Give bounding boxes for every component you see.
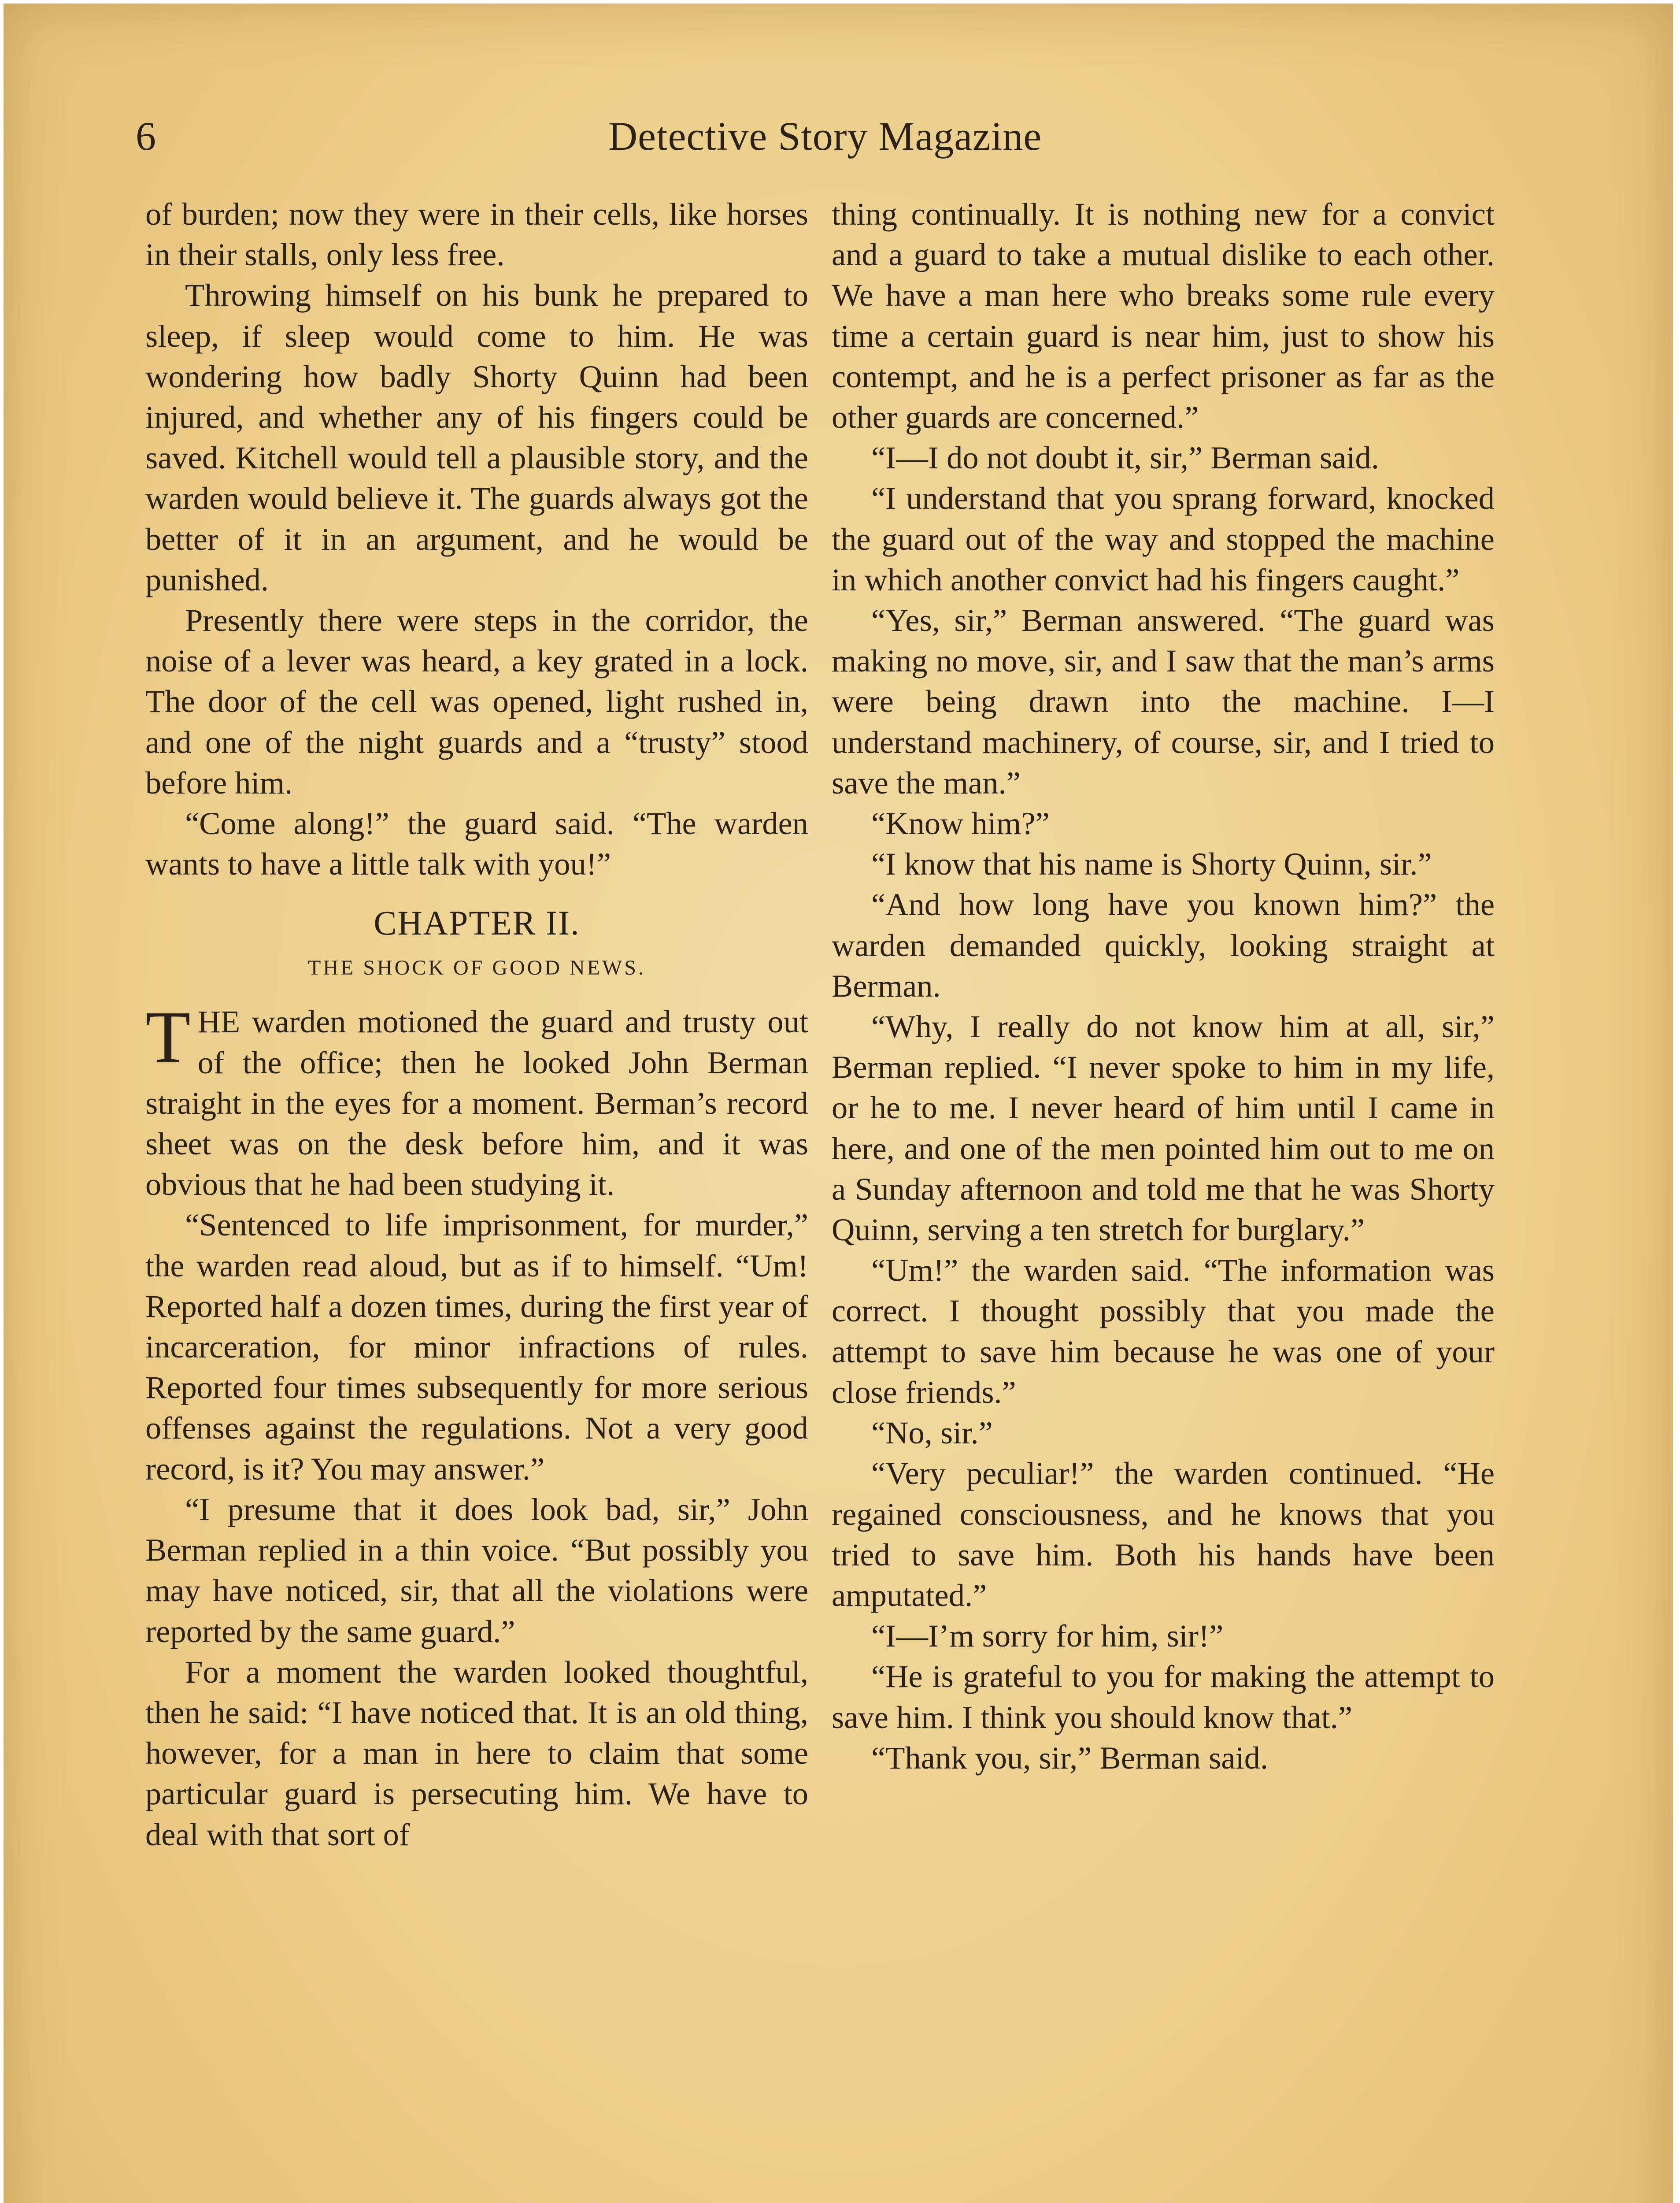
paragraph: “I know that his name is Shorty Quinn, sir.”: [871, 846, 1432, 882]
paragraph: “I understand that you sprang forward, knocked the guard out of the way and stopped the machine in which another convict had his fingers caught.”: [832, 480, 1495, 597]
paragraph: “I—I’m sorry for him, sir!”: [871, 1618, 1224, 1654]
chapter-subtitle: THE SHOCK OF GOOD NEWS.: [307, 956, 646, 980]
paragraph: “Very peculiar!” the warden continued. “He regained consciousness, and he knows that you tried to save him. Both his hands have been amputated.”: [832, 1455, 1495, 1613]
paragraph: “He is grateful to you for making the attempt to save him. I think you should know that.”: [832, 1658, 1495, 1735]
paragraph: For a moment the warden looked thoughtful, then he said: “I have noticed that. It is an old thing, however, for a man in here to claim that some particular guard is persecuting him. We have to deal with that sort of: [145, 1654, 808, 1852]
paragraph: “And how long have you known him?” the warden demanded quickly, looking straight at Berman.: [832, 886, 1495, 1004]
paragraph: “Thank you, sir,” Berman said.: [871, 1739, 1269, 1776]
paragraph-text: HE warden motioned the guard and trusty out of the office; then he looked John Berman straight in the eyes for a moment. Berman’s record sheet was on the desk before him, and it was obvious that he had been studying it.: [145, 1004, 808, 1202]
left-column: [145, 194, 808, 1855]
paragraph: “No, sir.”: [871, 1415, 993, 1451]
magazine-title: Detective Story Magazine: [608, 114, 1042, 159]
paragraph: “I—I do not doubt it, sir,” Berman said.: [871, 440, 1379, 476]
paragraph: “Why, I really do not know him at all, sir,” Berman replied. “I never spoke to him in my life, or he to me. I never heard of him until I came in here, and one of the men pointed him out to me on a Sunday afternoon and told me that he was Shorty Quinn, serving a ten stretch for burglary.”: [832, 1009, 1495, 1248]
running-head: [136, 108, 1514, 165]
paragraph: Presently there were steps in the corridor, the noise of a lever was heard, a key grated in a lock. The door of the cell was opened, light rushed in, and one of the night guards and a “trusty” stood before him.: [145, 602, 808, 801]
paragraph: of burden; now they were in their cells, like horses in their stalls, only less free.: [145, 196, 808, 273]
paragraph: “Yes, sir,” Berman answered. “The guard was making no move, sir, and I saw that the man’s arms were being drawn into the machine. I—I understand machinery, of course, sir, and I tried to save the man.”: [832, 602, 1495, 801]
paragraph: “Know him?”: [871, 805, 1050, 842]
right-column: [832, 194, 1495, 1778]
paragraph: thing continually. It is nothing new for a convict and a guard to take a mutual dislike to each other. We have a man here who breaks some rule every time a certain guard is near him, just to show his contempt, and he is a perfect prisoner as far as the other guards are concerned.”: [832, 196, 1495, 435]
paragraph: “Come along!” the guard said. “The warden wants to have a little talk with you!”: [145, 805, 808, 882]
page-number: 6: [136, 114, 156, 159]
paragraph: Throwing himself on his bunk he prepared to sleep, if sleep would come to him. He was wondering how badly Shorty Quinn had been injured, and whether any of his fingers could be saved. Kitchell would tell a plausible story, and the warden would believe it. The guards always got the better of it in an argument, and he would be punished.: [145, 277, 808, 597]
chapter-heading: CHAPTER II.: [374, 904, 580, 942]
magazine-page: [4, 4, 1673, 2203]
paragraph: “Sentenced to life imprisonment, for murder,” the warden read aloud, but as if to himself. “Um! Reported half a dozen times, during the first year of incarceration, for minor infractions of rules. Reported four times subsequently for more serious offenses against the regulations. Not a very good record, is it? You may answer.”: [145, 1207, 808, 1487]
drop-cap: T: [145, 996, 191, 1079]
chapter-opening-paragraph: [145, 996, 808, 1205]
paragraph: “I presume that it does look bad, sir,” John Berman replied in a thin voice. “But possibly you may have noticed, sir, that all the violations were reported by the same guard.”: [145, 1491, 808, 1649]
paragraph: “Um!” the warden said. “The information was correct. I thought possibly that you made the attempt to save him because he was one of your close friends.”: [832, 1252, 1495, 1410]
